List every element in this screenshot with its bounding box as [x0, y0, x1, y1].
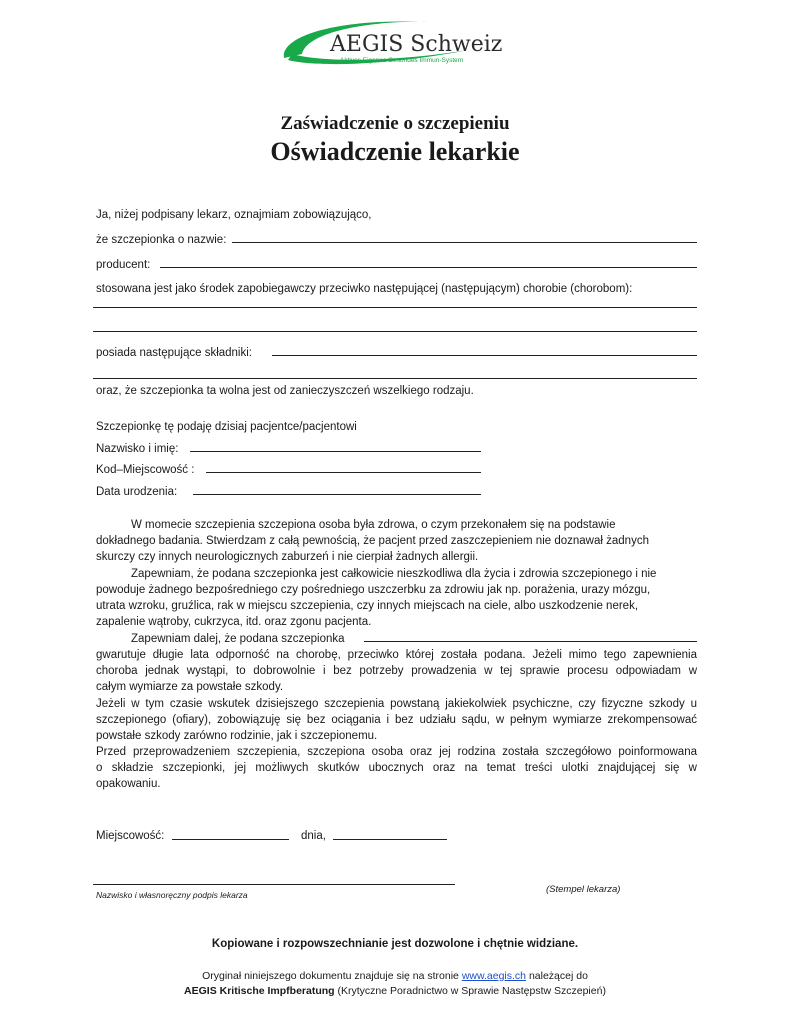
document-subtitle: Zaświadczenie o szczepieniu: [280, 113, 510, 134]
document-title: Oświadczenie lekarkie: [270, 137, 520, 166]
birth-date-field[interactable]: [193, 494, 481, 495]
signature-caption: Nazwisko i własnoręczny podpis lekarza: [96, 890, 248, 900]
paragraph-2-line-3: utrata wzroku, gruźlica, rak w miejscu szczepienia, czy innych miejscach na ciele, albo uszkodzenie nerek,: [96, 600, 639, 612]
disease-field-2[interactable]: [93, 331, 697, 332]
logo-brand-b: Schweiz: [410, 32, 503, 57]
source-suffix: należącej do: [528, 970, 588, 982]
vaccine-name-label: że szczepionka o nazwie:: [96, 234, 227, 246]
intro-text: Ja, niżej podpisany lekarz, oznajmiam zobowiązująco,: [96, 209, 372, 221]
signature-field[interactable]: [93, 884, 455, 885]
paragraph-5-line-1: Przed przeprowadzeniem szczepienia, szczepiona osoba oraz jej rodzina została szczegółowo poinformowana: [96, 746, 697, 758]
place-field[interactable]: [172, 839, 289, 840]
paragraph-3-line-2: gwarutuje długie lata odporność na chorobę, przeciwko której została podana. Jeżeli mimo tego zapewnienia: [96, 649, 697, 661]
producer-field[interactable]: [160, 267, 697, 268]
postal-code-field[interactable]: [206, 472, 481, 473]
paragraph-1-line-3: skurczy czy innych neurologicznych zaburzeń i nie cierpiał żadnych allergii.: [96, 551, 479, 563]
org-line: [0, 985, 790, 997]
stamp-caption: (Stempel lekarza): [546, 884, 621, 895]
logo-brand-a: AEGIS: [330, 32, 404, 57]
vaccine-name-field[interactable]: [232, 242, 697, 243]
org-name: AEGIS Kritische Impfberatung: [184, 985, 335, 997]
producer-label: producent:: [96, 259, 151, 271]
org-description: (Krytyczne Poradnictwo w Sprawie Następstw Szczepień): [337, 985, 606, 997]
ingredients-label: posiada następujące składniki:: [96, 347, 252, 359]
given-to-text: Szczepionkę tę podaję dzisiaj pacjentce/pacjentowi: [96, 421, 357, 433]
ingredients-field-1[interactable]: [272, 355, 697, 356]
disease-field-1[interactable]: [93, 307, 697, 308]
paragraph-1-line-1: W momecie szczepienia szczepiona osoba była zdrowa, o czym przekonałem się na podstawie: [131, 519, 616, 531]
source-prefix: Oryginał niniejszego dokumentu znajduje się na stronie: [202, 970, 459, 982]
postal-code-label: Kod–Miejscowość :: [96, 464, 195, 476]
logo: [278, 14, 508, 74]
paragraph-2-line-1: Zapewniam, że podana szczepionka jest całkowicie nieszkodliwa dla życia i zdrowia szczepionego i nie: [131, 568, 657, 580]
ingredients-field-2[interactable]: [93, 378, 697, 379]
source-link[interactable]: www.aegis.ch: [461, 970, 527, 982]
paragraph-4-line-1: Jeżeli w tym czasie wskutek dzisiejszego szczepienia powstaną jakiekolwiek psychiczne, czy fizyczne szkody u: [96, 698, 697, 710]
patient-name-label: Nazwisko i imię:: [96, 443, 179, 455]
source-line: [0, 970, 790, 982]
paragraph-4-line-3: powstałe szkody zarówno rodzinie, jak i szczepionemu.: [96, 730, 378, 742]
paragraph-2-line-4: zapalenie wątroby, cukrzyca, itd. oraz zgonu pacjenta.: [96, 616, 372, 628]
copy-note: Kopiowane i rozpowszechnianie jest dozwolone i chętnie widziane.: [211, 938, 579, 950]
paragraph-5-line-2: o składzie szczepionki, jej możliwych skutków ubocznych oraz na temat treści ulotki znajdującej się w: [96, 762, 697, 774]
paragraph-3-line-1: Zapewniam dalej, że podana szczepionka: [131, 633, 345, 645]
paragraph-1-line-2: dokładnego badania. Stwierdzam z całą pewnością, że pacjent przed zaszczepieniem nie doznawał żadnych: [96, 535, 649, 547]
paragraph-5-line-3: opakowaniu.: [96, 778, 161, 790]
place-label: Miejscowość:: [96, 830, 165, 842]
paragraph-2-line-2: powoduje żadnego bezpośredniego czy pośredniego uszczerbku za zdrowiu jak np. porażenia, urazy mózgu,: [96, 584, 651, 596]
used-as-text: stosowana jest jako środek zapobiegawczy przeciwko następującej (następującym) chorobie (chorobom):: [96, 283, 633, 295]
logo-tagline: Aktives Eigenes Gesundes Immun-System: [340, 57, 464, 64]
patient-name-field[interactable]: [190, 451, 481, 452]
paragraph-3-line-4: całym wymiarze za powstałe szkody.: [96, 681, 284, 693]
birth-date-label: Data urodzenia:: [96, 486, 178, 498]
paragraph-3-line-3: choroba jednak wystąpi, to dobrowolnie i bez potrzeby prowadzenia w tej sprawie procesu odpowiadam w: [96, 665, 697, 677]
date-label: dnia,: [301, 830, 326, 842]
date-field[interactable]: [333, 839, 447, 840]
clean-statement: oraz, że szczepionka ta wolna jest od zanieczyszczeń wszelkiego rodzaju.: [96, 385, 474, 397]
vaccine-guarantee-field[interactable]: [364, 641, 697, 642]
paragraph-4-line-2: szczepionego (ofiary), zobowiązuję się bez ociągania i bez udziału sądu, w pełnym wymiarze zrekompensować: [96, 714, 697, 726]
